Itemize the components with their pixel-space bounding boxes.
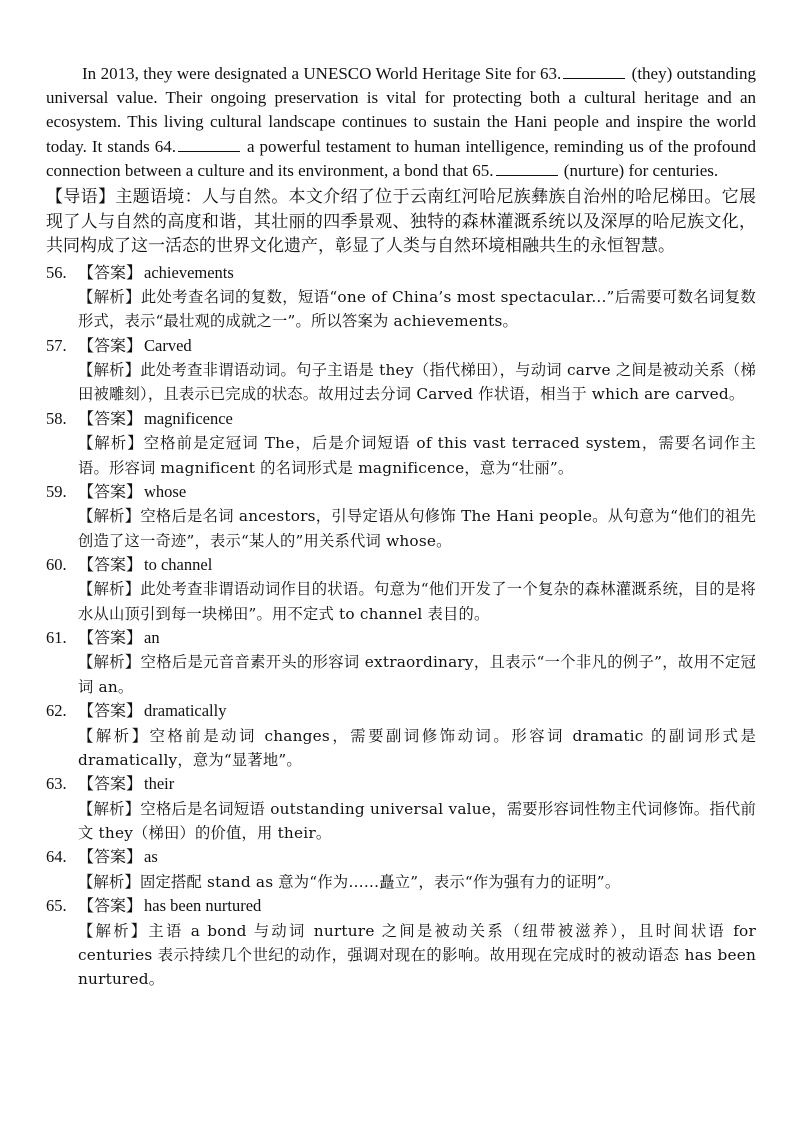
- question-number: 60.: [46, 554, 67, 574]
- question-number: 59.: [46, 481, 67, 501]
- analysis-text-block: [46, 577, 756, 626]
- question-number: 57.: [46, 335, 67, 355]
- answer-line: [46, 894, 756, 919]
- answer-label: 【答案】: [78, 896, 143, 916]
- analysis-text: 主语 a bond 与动词 nurture 之间是被动关系（纽带被滋养），且时间状语 for centuries 表示持续几个世纪的动作，强调对现在的影响。故用现在完成时的被动语态 has been nurtured。: [78, 921, 756, 989]
- answer-line: [46, 480, 756, 505]
- analysis-text: 空格前是动词 changes，需要副词修饰动词。形容词 dramatic 的副词形式是 dramatically，意为“显著地”。: [78, 726, 756, 769]
- analysis-text: 此处考查非谓语动词作目的状语。句意为“他们开发了一个复杂的森林灌溉系统，目的是将水从山顶引到每一块梯田”。用不定式 to channel 表目的。: [78, 580, 756, 623]
- answer-entry: [46, 699, 756, 772]
- analysis-text: 空格后是名词 ancestors，引导定语从句修饰 The Hani people。从句意为“他们的祖先创造了这一奇迹”，表示“某人的”用关系代词 whose。: [78, 507, 756, 550]
- answer-label: 【答案】: [78, 335, 143, 355]
- answer-entry: [46, 334, 756, 407]
- analysis-text: 此处考查非谓语动词。句子主语是 they（指代梯田），与动词 carve 之间是被动关系（梯田被雕刻），且表示已完成的状态。故用过去分词 Carved 作状语，相当于 which are carved。: [78, 361, 756, 404]
- passage-text-2: (they) outstanding universal value. Their ongoing preservation is vital for protecting both a cultural heritage and an ecosystem. This living cultural landscape continues to sustain the Hani people and inspire the world today. It stands 64.: [46, 64, 757, 156]
- answer-label: 【答案】: [78, 627, 143, 647]
- answer-entry: [46, 845, 756, 894]
- analysis-text: 空格前是定冠词 The，后是介词短语 of this vast terraced system，需要名词作主语。形容词 magnificent 的名词形式是 magnificence，意为“壮丽”。: [78, 434, 756, 477]
- answer-entry: [46, 772, 756, 845]
- analysis-text: 此处考查名词的复数，短语“one of China’s most spectacular...”后需要可数名词复数形式，表示“最壮观的成就之一”。所以答案为 achievements。: [78, 288, 756, 331]
- analysis-text-block: [46, 919, 756, 992]
- analysis-text: 固定搭配 stand as 意为“作为……矗立”，表示“作为强有力的证明”。: [140, 872, 621, 891]
- analysis-text-block: [46, 870, 756, 894]
- answer-label: 【答案】: [78, 262, 143, 282]
- analysis-text-block: [46, 431, 756, 480]
- answer-line: [46, 334, 756, 359]
- analysis-label: 【解析】: [78, 434, 144, 453]
- answer-text: to channel: [144, 554, 213, 574]
- analysis-text-block: [46, 358, 756, 407]
- blank-64: [178, 137, 240, 152]
- question-number: 56.: [46, 262, 67, 282]
- analysis-text: 空格后是名词短语 outstanding universal value，需要形容词性物主代词修饰。指代前文 they（梯田）的价值，用 their。: [78, 799, 757, 842]
- analysis-label: 【解析】: [78, 580, 141, 599]
- answer-label: 【答案】: [78, 554, 143, 574]
- analysis-label: 【解析】: [78, 288, 141, 307]
- answer-line: [46, 261, 756, 286]
- intro-paragraph: [46, 185, 756, 259]
- answer-line: [46, 772, 756, 797]
- answer-line: [46, 407, 756, 432]
- answer-text: as: [144, 847, 158, 867]
- analysis-text-block: [46, 724, 756, 773]
- passage-text-4: (nurture) for centuries.: [559, 160, 719, 180]
- analysis-label: 【解析】: [78, 921, 149, 940]
- analysis-label: 【解析】: [78, 799, 141, 818]
- passage-paragraph: [46, 62, 756, 183]
- analysis-label: 【解析】: [78, 507, 141, 526]
- intro-label: 【导语】: [46, 187, 116, 208]
- answer-line: [46, 845, 756, 870]
- answer-list: [46, 261, 756, 992]
- analysis-label: 【解析】: [78, 653, 141, 672]
- analysis-text: 空格后是元音音素开头的形容词 extraordinary，且表示“一个非凡的例子”，故用不定冠词 an。: [78, 653, 756, 696]
- answer-text: has been nurtured: [144, 896, 262, 916]
- question-number: 61.: [46, 627, 67, 647]
- answer-text: whose: [144, 481, 187, 501]
- answer-entry: [46, 894, 756, 991]
- answer-line: [46, 553, 756, 578]
- answer-entry: [46, 261, 756, 334]
- answer-text: achievements: [144, 262, 234, 282]
- answer-text: magnificence: [144, 408, 233, 428]
- analysis-text-block: [46, 797, 756, 846]
- analysis-label: 【解析】: [78, 872, 140, 891]
- answer-line: [46, 626, 756, 651]
- answer-entry: [46, 480, 756, 553]
- question-number: 62.: [46, 701, 67, 721]
- analysis-text-block: [46, 650, 756, 699]
- answer-text: their: [144, 774, 175, 794]
- answer-line: [46, 699, 756, 724]
- analysis-label: 【解析】: [78, 726, 150, 745]
- answer-text: dramatically: [144, 701, 227, 721]
- answer-label: 【答案】: [78, 847, 143, 867]
- answer-entry: [46, 553, 756, 626]
- passage-text-1: In 2013, they were designated a UNESCO World Heritage Site for 63.: [82, 64, 562, 83]
- passage-text-3: a powerful testament to human intelligence, reminding us of the profound connection between a culture and its environment, a bond that 65.: [46, 136, 756, 180]
- analysis-label: 【解析】: [78, 361, 141, 380]
- analysis-text-block: [46, 285, 756, 334]
- question-number: 63.: [46, 774, 67, 794]
- question-number: 65.: [46, 896, 67, 916]
- answer-text: Carved: [144, 335, 192, 355]
- answer-label: 【答案】: [78, 701, 143, 721]
- answer-entry: [46, 626, 756, 699]
- question-number: 64.: [46, 847, 67, 867]
- answer-label: 【答案】: [78, 481, 143, 501]
- answer-label: 【答案】: [78, 774, 143, 794]
- answer-text: an: [144, 627, 160, 647]
- question-number: 58.: [46, 408, 67, 428]
- answer-entry: [46, 407, 756, 480]
- blank-63: [563, 64, 625, 79]
- blank-65: [496, 161, 558, 176]
- intro-text: 主题语境：人与自然。本文介绍了位于云南红河哈尼族彝族自治州的哈尼梯田。它展现了人与自然的高度和谐，其壮丽的四季景观、独特的森林灌溉系统以及深厚的哈尼族文化，共同构成了这一活态的世界文化遗产，彰显了人类与自然环境相融共生的永恒智慧。: [46, 187, 757, 257]
- analysis-text-block: [46, 504, 756, 553]
- answer-label: 【答案】: [78, 408, 143, 428]
